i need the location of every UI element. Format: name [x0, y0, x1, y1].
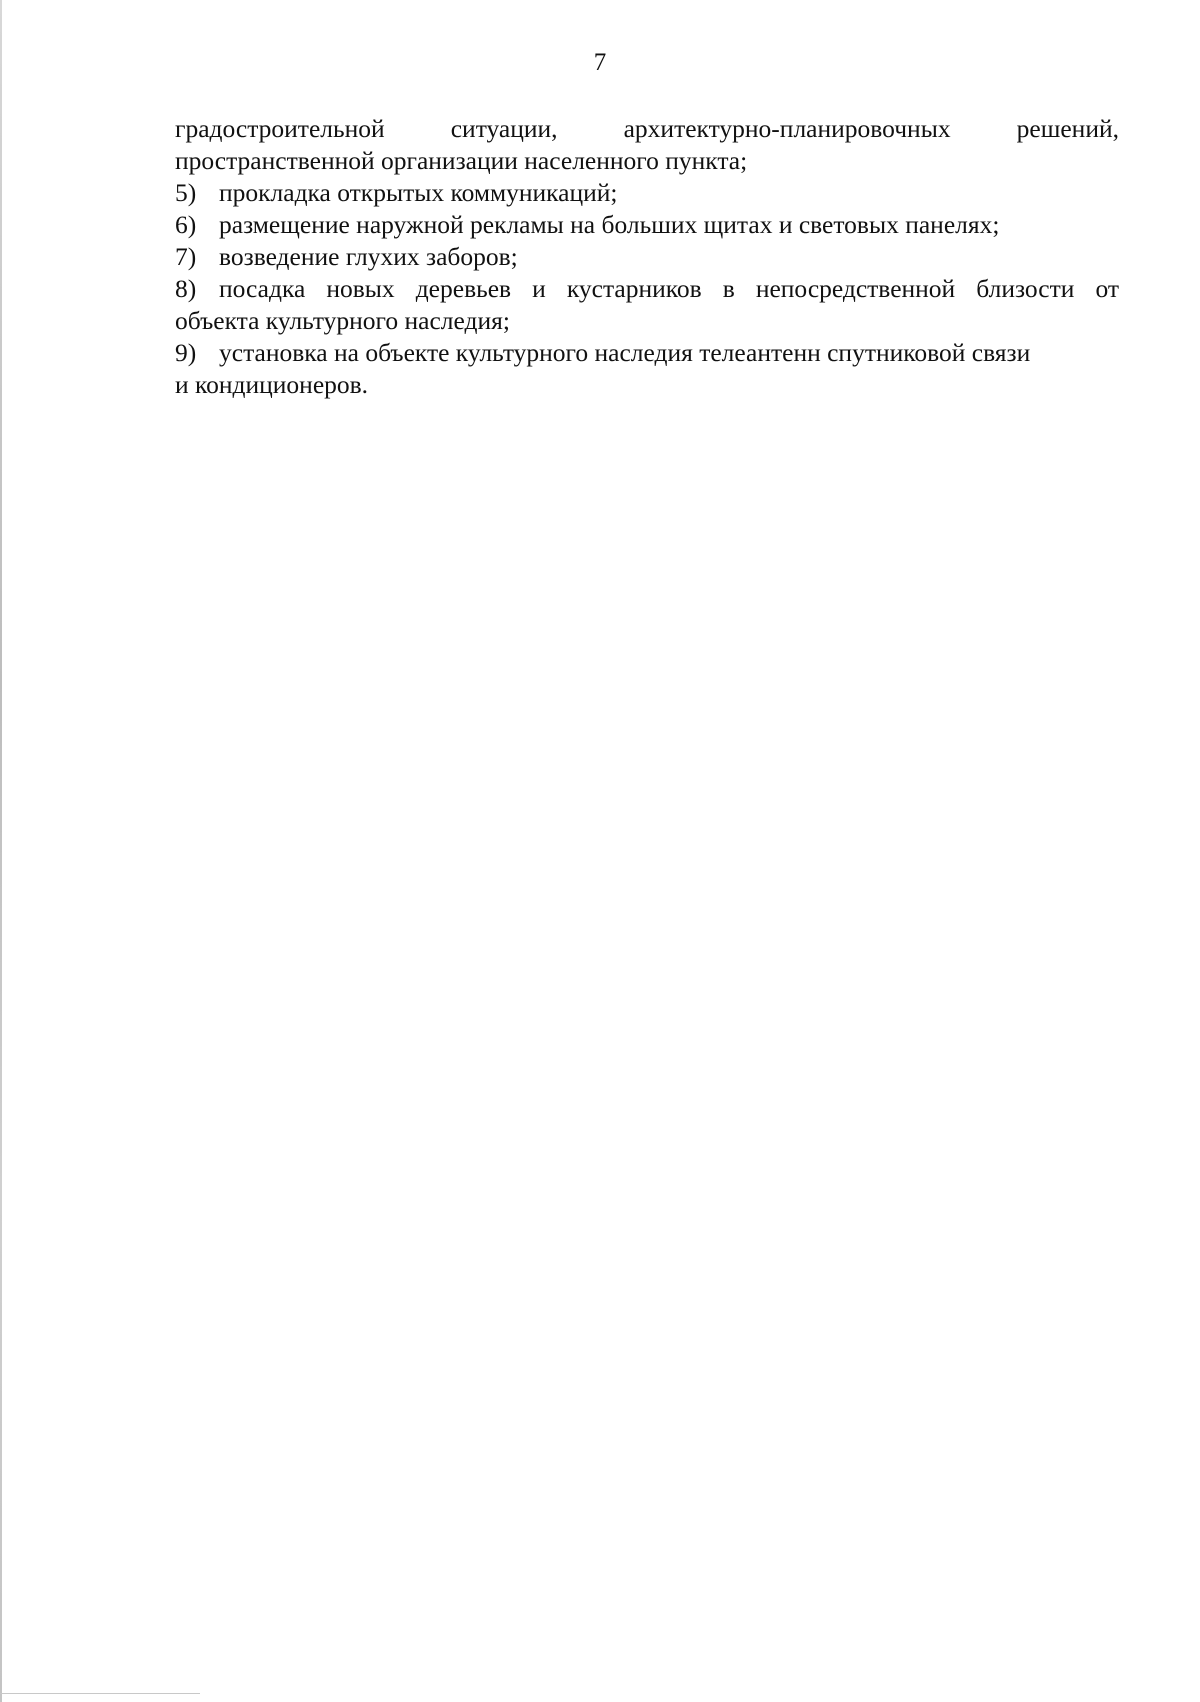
paragraph-line: градостроительной ситуации, архитектурно-планировочных решений, [175, 114, 1119, 143]
list-item-number: 8) [175, 274, 197, 303]
list-item-number: 9) [175, 338, 197, 367]
list-item-number: 6) [175, 210, 197, 239]
list-item-7 [175, 242, 1119, 272]
list-item-9-continuation: и кондиционеров. [175, 370, 369, 399]
list-item-8 [175, 274, 1119, 304]
list-item-9 [175, 338, 1119, 368]
page-number: 7 [593, 49, 607, 76]
list-item-number: 7) [175, 242, 197, 271]
scan-edge-bottom [0, 1693, 200, 1694]
list-item-5 [175, 178, 1119, 208]
list-item-text: возведение глухих заборов; [219, 242, 518, 271]
list-item-text: прокладка открытых коммуникаций; [219, 178, 618, 207]
scan-edge [0, 0, 2, 1702]
list-item-8-continuation: объекта культурного наследия; [175, 306, 510, 335]
list-item-number: 5) [175, 178, 197, 207]
paragraph-line: пространственной организации населенного пункта; [175, 146, 748, 175]
list-item-6 [175, 210, 1119, 240]
list-item-text: посадка новых деревьев и кустарников в непосредственной близости от [219, 274, 1119, 303]
list-item-text: установка на объекте культурного наследия телеантенн спутниковой связи [219, 338, 1031, 367]
body-text [175, 114, 1119, 402]
list-item-text: размещение наружной рекламы на больших щитах и световых панелях; [219, 210, 1000, 239]
